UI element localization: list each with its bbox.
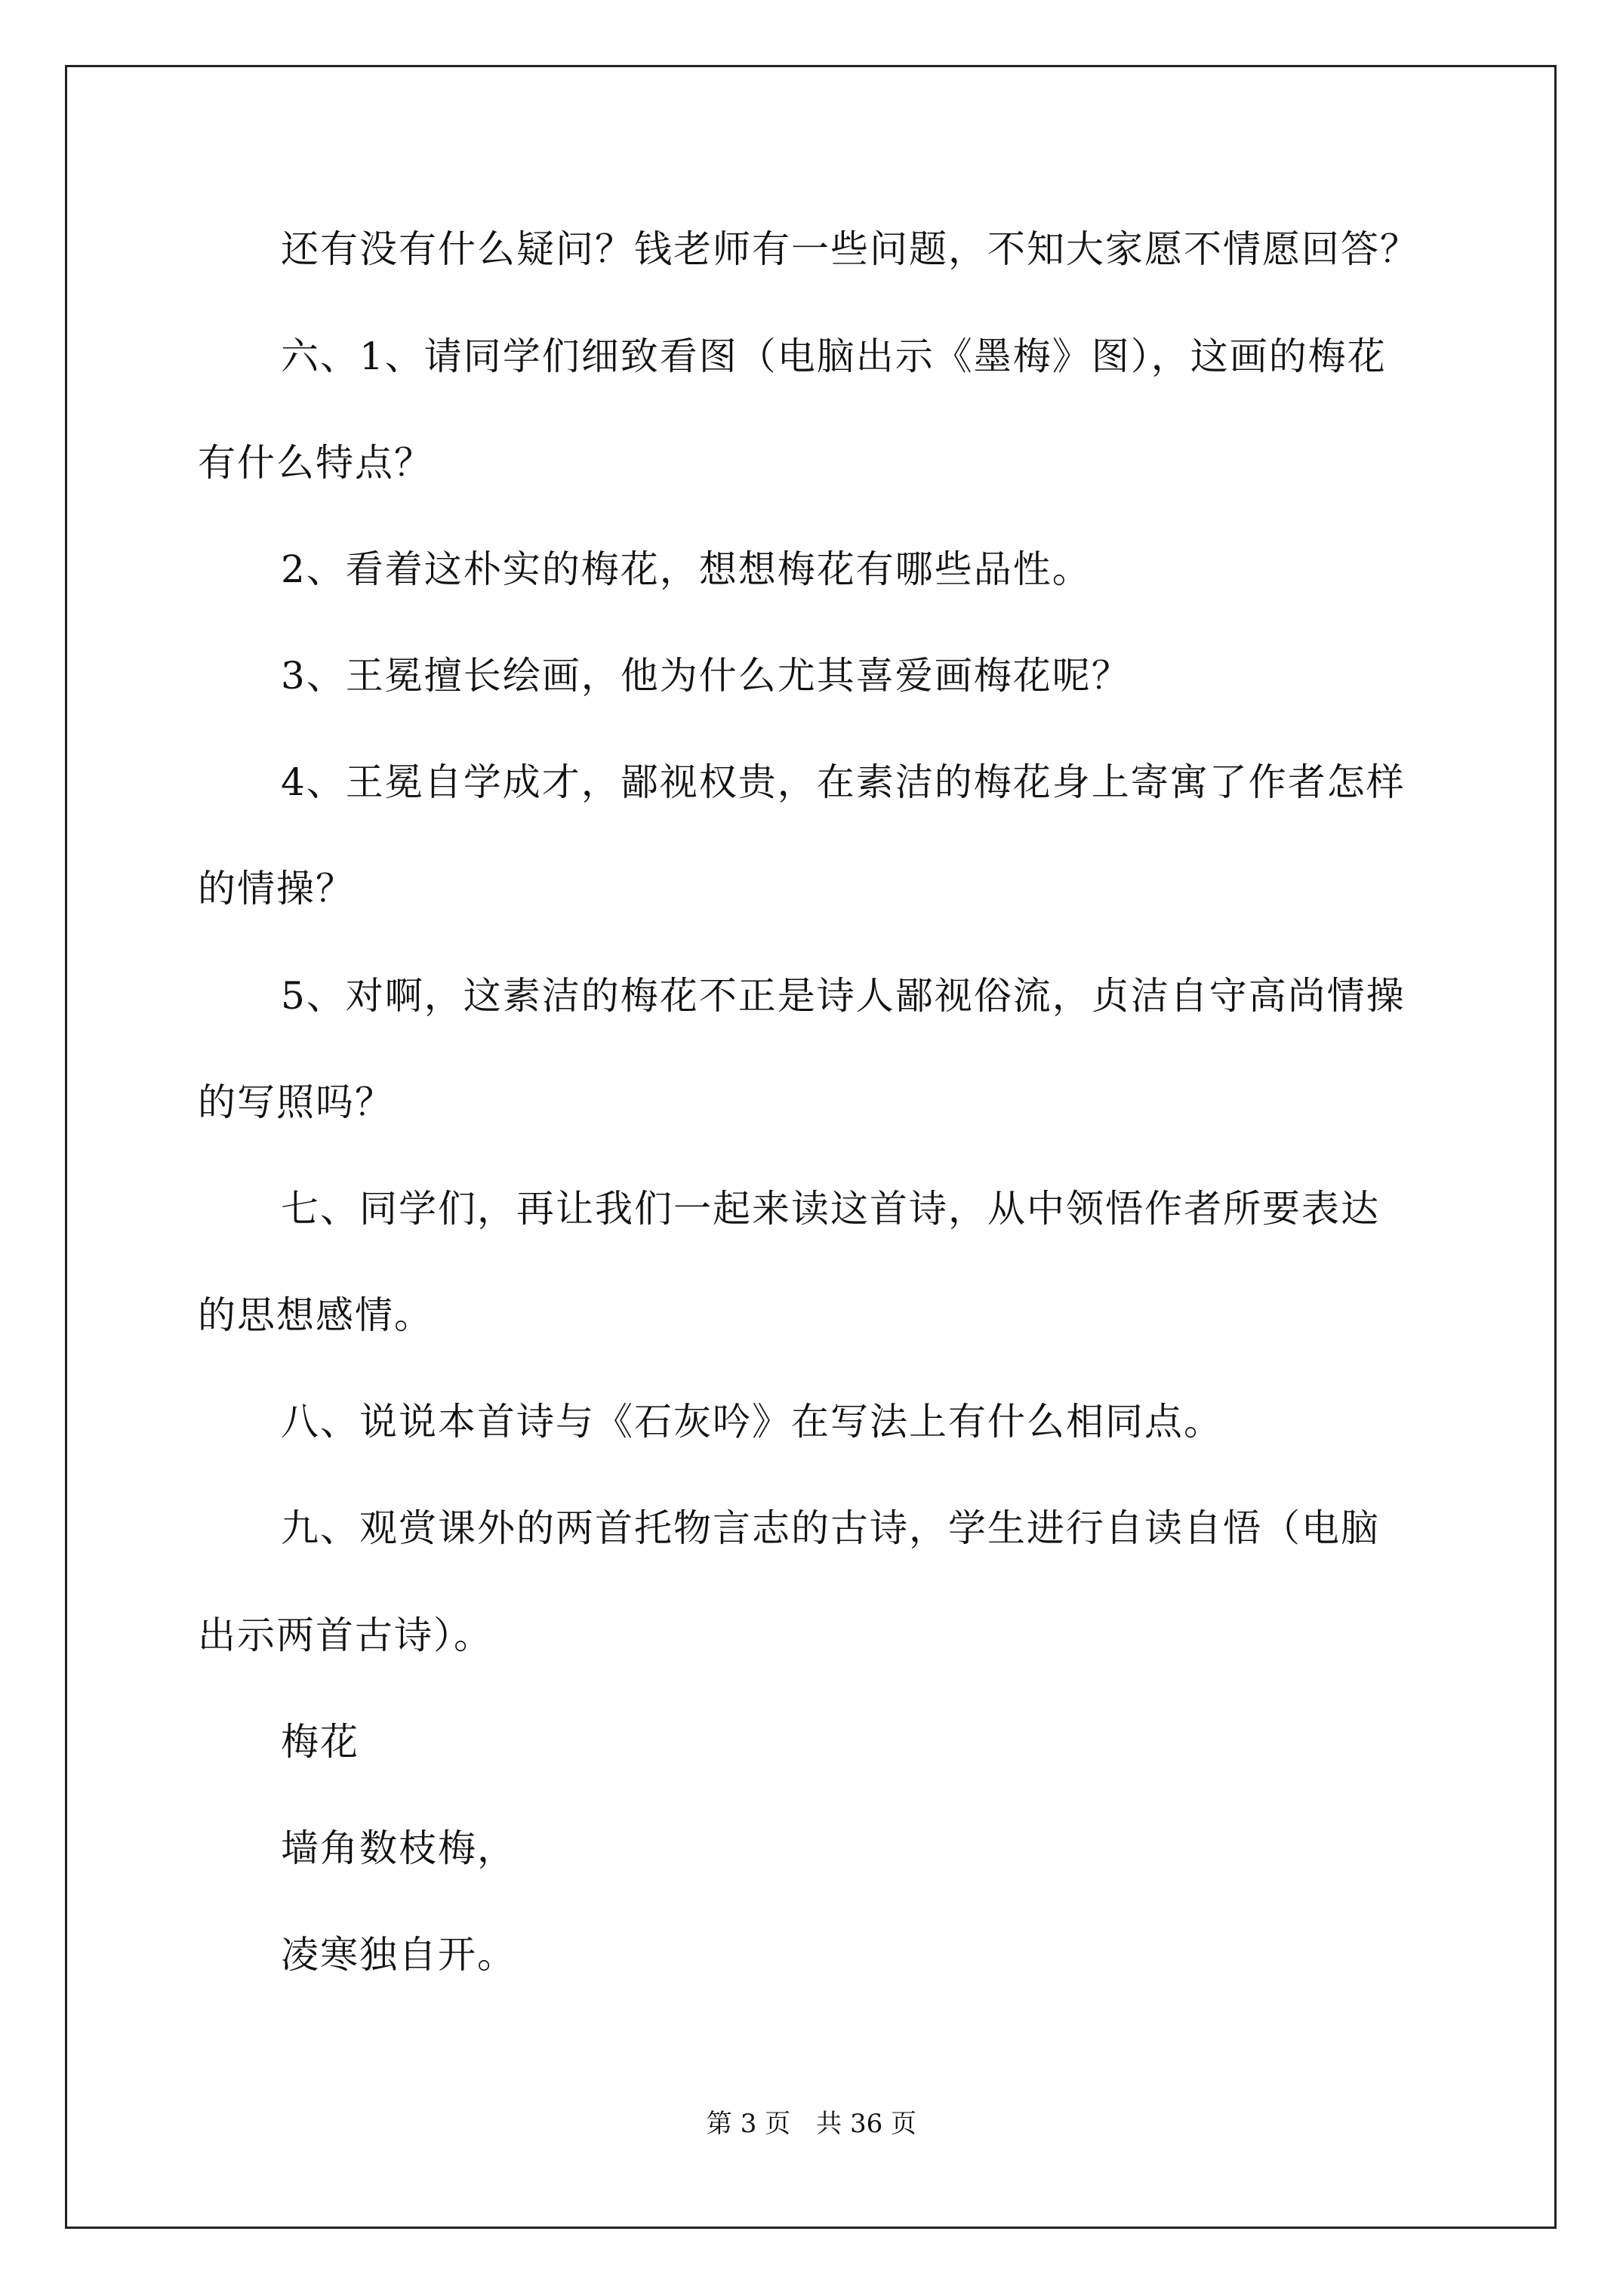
paragraph-line: 有什么特点？ [198, 441, 433, 485]
paragraph-line: 八、说说本首诗与《石灰吟》在写法上有什么相同点。 [281, 1400, 1223, 1444]
page-number-footer: 第 3 页 共 36 页 [706, 2109, 917, 2139]
paragraph-line: 还有没有什么疑问？钱老师有一些问题，不知大家愿不情愿回答？ [281, 227, 1419, 271]
poem-title: 梅花 [281, 1720, 359, 1764]
paragraph-line: 出示两首古诗）。 [198, 1613, 493, 1657]
paragraph-line: 3、王冕擅长绘画，他为什么尤其喜爱画梅花呢？ [281, 654, 1131, 698]
poem-line: 墙角数枝梅， [281, 1826, 516, 1870]
poem-line: 凌寒独自开。 [281, 1933, 516, 1977]
paragraph-line: 的思想感情。 [198, 1293, 433, 1337]
paragraph-line: 七、同学们，再让我们一起来读这首诗，从中领悟作者所要表达 [281, 1187, 1380, 1231]
paragraph-line: 的情操？ [198, 867, 355, 911]
paragraph-line: 六、1、请同学们细致看图（电脑出示《墨梅》图），这画的梅花 [281, 334, 1387, 378]
paragraph-line: 九、观赏课外的两首托物言志的古诗，学生进行自读自悟（电脑 [281, 1506, 1380, 1550]
paragraph-line: 5、对啊，这素洁的梅花不正是诗人鄙视俗流，贞洁自守高尚情操 [281, 974, 1406, 1018]
page-border [65, 65, 1557, 2229]
paragraph-line: 4、王冕自学成才，鄙视权贵，在素洁的梅花身上寄寓了作者怎样 [281, 760, 1406, 804]
paragraph-line: 的写照吗？ [198, 1080, 394, 1124]
paragraph-line: 2、看着这朴实的梅花，想想梅花有哪些品性。 [281, 547, 1092, 591]
